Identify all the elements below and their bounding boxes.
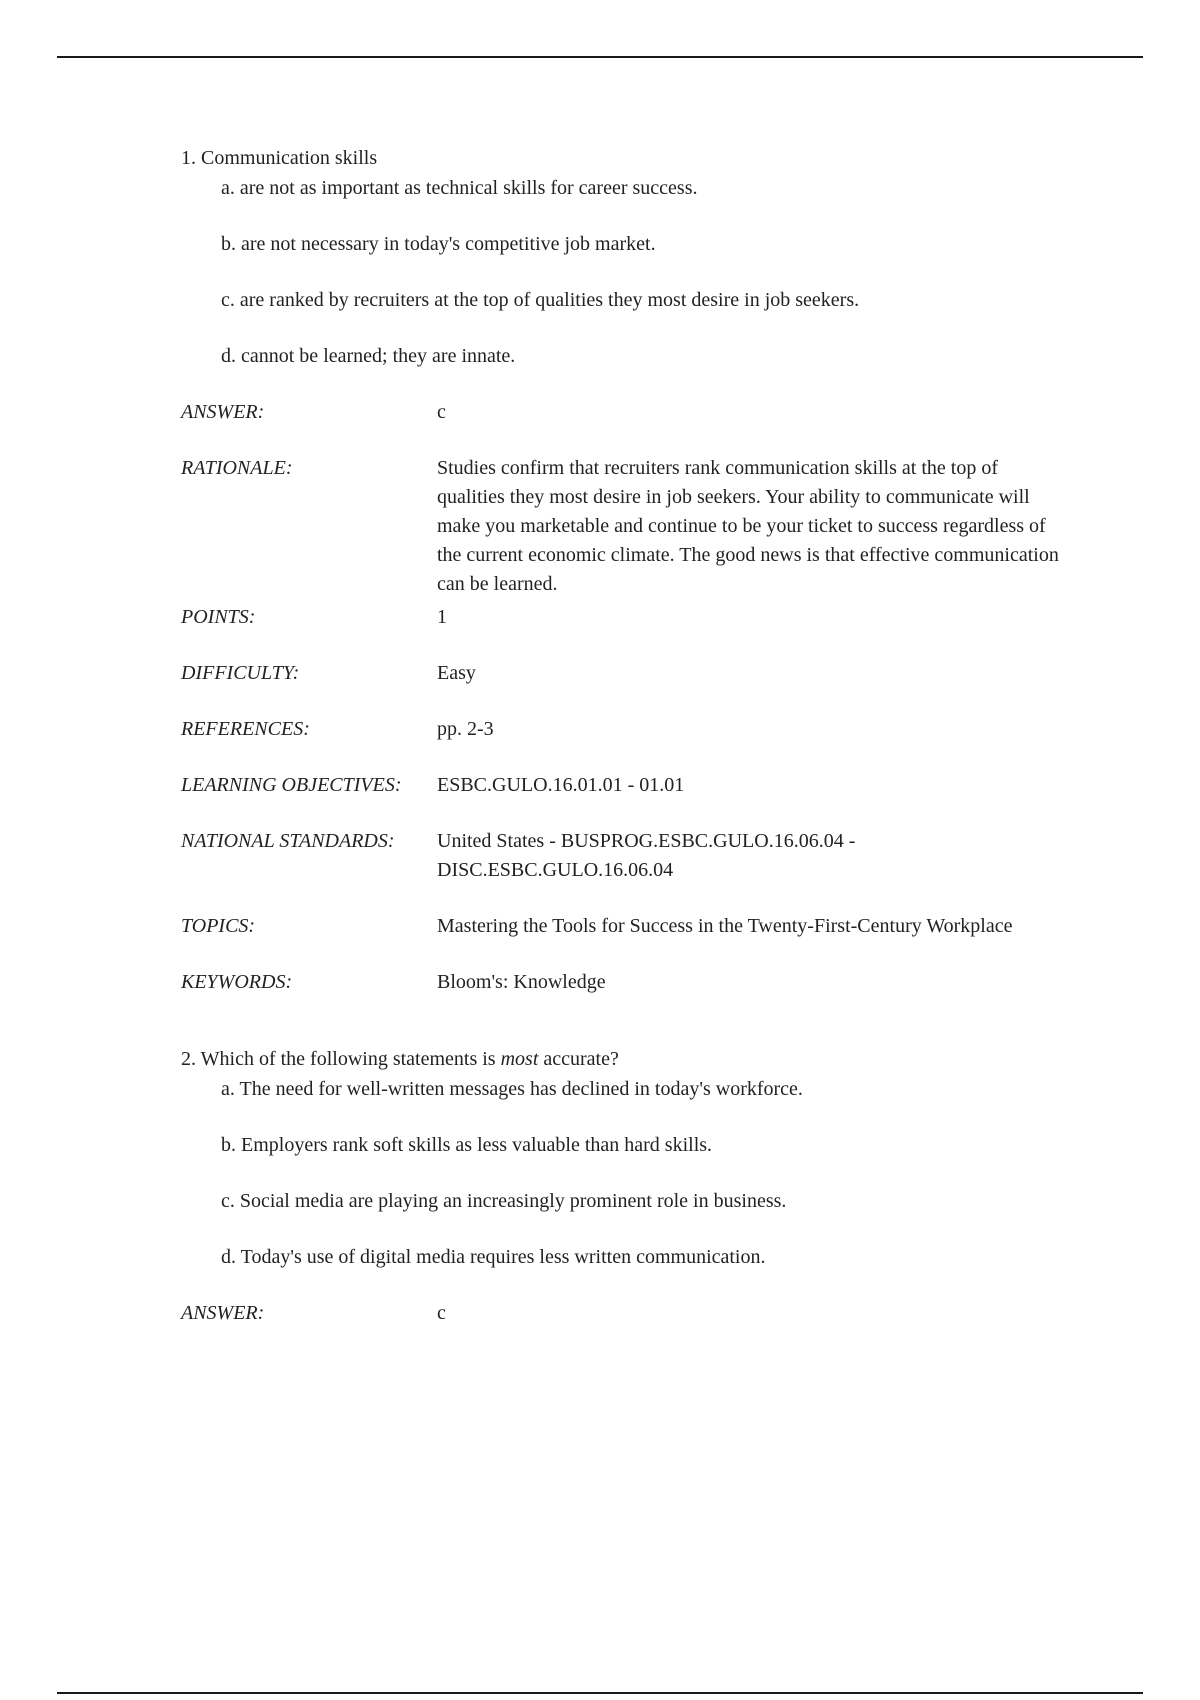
q1-learning-objectives-row (181, 771, 1061, 800)
q1-national-standards-label: NATIONAL STANDARDS: (181, 830, 395, 852)
question-2 (181, 1045, 1061, 1328)
q1-keywords-label: KEYWORDS: (181, 971, 293, 993)
q1-learning-objectives-value: ESBC.GULO.16.01.01 - 01.01 (437, 774, 685, 796)
q1-topics-value: Mastering the Tools for Success in the Twenty-First-Century Workplace (437, 915, 1013, 937)
q1-topics-row (181, 912, 1061, 941)
question-1-option-b: b. are not necessary in today's competitive job market. (221, 233, 656, 255)
q1-keywords-row (181, 968, 1061, 997)
q1-difficulty-row (181, 659, 1061, 688)
question-1-option-a: a. are not as important as technical skills for career success. (221, 177, 698, 199)
question-1-option-c: c. are ranked by recruiters at the top of qualities they most desire in job seekers. (221, 289, 860, 311)
q1-points-label: POINTS: (181, 606, 256, 628)
q2-answer-label: ANSWER: (181, 1302, 265, 1324)
question-2-option-a: a. The need for well-written messages has declined in today's workforce. (221, 1078, 803, 1100)
question-2-option-d: d. Today's use of digital media requires less written communication. (221, 1246, 766, 1268)
q1-references-row (181, 715, 1061, 744)
q2-answer-row (181, 1299, 1061, 1328)
q1-rationale-row (181, 454, 1061, 599)
question-2-number: 2. (181, 1048, 196, 1070)
q1-answer-value: c (437, 401, 446, 423)
question-1 (181, 144, 1061, 997)
q1-references-value: pp. 2-3 (437, 718, 494, 740)
q1-rationale-label: RATIONALE: (181, 457, 293, 479)
q1-points-row (181, 603, 1061, 632)
question-1-number: 1. (181, 147, 196, 169)
question-2-stem-before: Which of the following statements is (200, 1048, 496, 1070)
top-rule (57, 56, 1143, 58)
q1-answer-label: ANSWER: (181, 401, 265, 423)
q1-difficulty-value: Easy (437, 662, 476, 684)
document-body (181, 144, 1061, 1355)
q1-rationale-value: Studies confirm that recruiters rank communication skills at the top of qualities they most desire in job seekers. Your ability to communicate will make you marketable and continue to be your ticket to success regardless of the current economic climate. The good news is that effective communication can be learned. (437, 457, 1059, 595)
question-1-stem-text: Communication skills (201, 147, 378, 169)
question-2-stem-after: accurate? (543, 1048, 619, 1070)
bottom-rule (57, 1692, 1143, 1694)
q1-learning-objectives-label: LEARNING OBJECTIVES: (181, 774, 402, 796)
question-2-stem (181, 1045, 1061, 1073)
q1-points-value: 1 (437, 606, 447, 628)
q1-keywords-value: Bloom's: Knowledge (437, 971, 606, 993)
q2-answer-value: c (437, 1302, 446, 1324)
q1-national-standards-row (181, 827, 1061, 885)
question-1-stem (181, 144, 1061, 172)
q1-references-label: REFERENCES: (181, 718, 310, 740)
q1-national-standards-value: United States - BUSPROG.ESBC.GULO.16.06.04 - DISC.ESBC.GULO.16.06.04 (437, 830, 856, 881)
question-1-options (181, 174, 1061, 370)
question-1-option-d: d. cannot be learned; they are innate. (221, 345, 516, 367)
q1-answer-row (181, 398, 1061, 427)
q1-difficulty-label: DIFFICULTY: (181, 662, 300, 684)
question-2-stem-emphasis: most (500, 1048, 539, 1070)
question-2-option-c: c. Social media are playing an increasingly prominent role in business. (221, 1190, 787, 1212)
q1-topics-label: TOPICS: (181, 915, 256, 937)
question-2-options (181, 1075, 1061, 1271)
question-2-option-b: b. Employers rank soft skills as less valuable than hard skills. (221, 1134, 713, 1156)
